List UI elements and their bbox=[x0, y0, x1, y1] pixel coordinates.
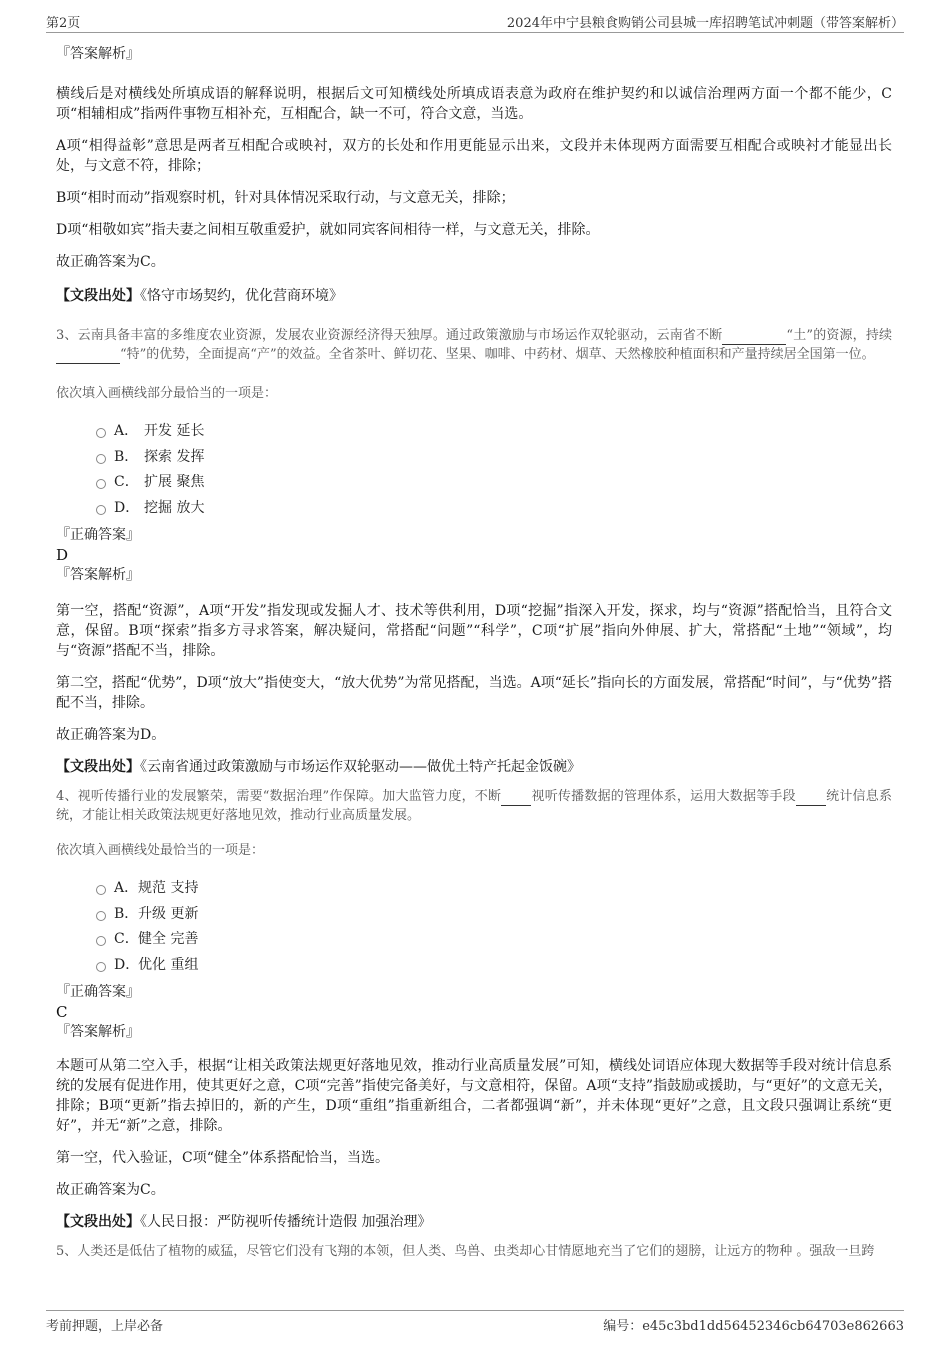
option-a[interactable] bbox=[96, 876, 892, 902]
analysis-label: 『答案解析』 bbox=[56, 567, 140, 583]
conclusion: 故正确答案为C。 bbox=[56, 1182, 165, 1198]
option-text: 扩展 聚焦 bbox=[144, 474, 205, 490]
blank-line bbox=[56, 349, 120, 364]
source-title: 《云南省通过政策激励与市场运作双轮驱动——做优土特产托起金饭碗》 bbox=[140, 759, 581, 775]
option-text: 挖掘 放大 bbox=[144, 499, 205, 516]
page-content bbox=[56, 40, 892, 1261]
source-label: 【文段出处】 bbox=[56, 1214, 140, 1230]
stem-text: 3、云南具备丰富的多维度农业资源，发展农业资源经济得天独厚。通过政策激励与市场运作双轮驱动，云南省不断 bbox=[56, 328, 723, 343]
source-label: 【文段出处】 bbox=[56, 759, 140, 775]
source-line bbox=[56, 1212, 892, 1232]
option-d[interactable] bbox=[96, 496, 892, 522]
option-text: 升级 更新 bbox=[138, 905, 199, 922]
source-label: 【文段出处】 bbox=[56, 288, 140, 304]
document-title: 2024年中宁县粮食购销公司县城一库招聘笔试冲刺题（带答案解析） bbox=[506, 16, 904, 31]
analysis-label: 『答案解析』 bbox=[56, 46, 140, 62]
option-key: A． bbox=[114, 423, 139, 439]
document-id: 编号：e45c3bd1dd56452346cb64703e862663 bbox=[603, 1319, 904, 1334]
option-a[interactable] bbox=[96, 419, 892, 445]
radio-icon[interactable] bbox=[96, 454, 106, 464]
source-title: 《人民日报：严防视听传播统计造假 加强治理》 bbox=[140, 1214, 432, 1230]
options-list bbox=[56, 419, 892, 521]
option-key: C． bbox=[114, 474, 139, 490]
conclusion: 故正确答案为C。 bbox=[56, 254, 165, 270]
option-text: 探索 发挥 bbox=[144, 448, 205, 465]
analysis-paragraph: 第一空，搭配“资源”，A项“开发”指发现或发掘人才、技术等供利用，D项“挖掘”指深入开发，探求，均与“资源”搭配恰当，且符合文意，保留。B项“探索”指多方寻求答案，解决疑问，常搭配“问题”“科学”，C项“扩展”指向外伸展、扩大，常搭配“土地”“领域”，均与“资源”搭配不当，排除。 bbox=[56, 603, 892, 659]
option-text: 优化 重组 bbox=[138, 956, 199, 973]
blank-line bbox=[796, 791, 826, 806]
options-list bbox=[56, 876, 892, 978]
option-b[interactable] bbox=[96, 902, 892, 928]
question-prompt: 依次填入画横线处最恰当的一项是： bbox=[56, 843, 265, 858]
option-text: 健全 完善 bbox=[138, 931, 199, 947]
question-stem: 5、人类还是低估了植物的威猛，尽管它们没有飞翔的本领，但人类、鸟兽、虫类却心甘情愿地充当了它们的翅膀，让远方的物种 。强敌一旦跨 bbox=[56, 1244, 875, 1259]
option-text: 规范 支持 bbox=[138, 880, 199, 896]
source-line bbox=[56, 757, 892, 777]
radio-icon[interactable] bbox=[96, 505, 106, 515]
radio-icon[interactable] bbox=[96, 911, 106, 921]
radio-icon[interactable] bbox=[96, 962, 106, 972]
analysis-paragraph: 第一空，代入验证，C项“健全”体系搭配恰当，当选。 bbox=[56, 1150, 390, 1166]
option-d[interactable] bbox=[96, 953, 892, 979]
stem-text: “特”的优势，全面提高“产”的效益。全省茶叶、鲜切花、坚果、咖啡、中药材、烟草、天然橡胶种植面积和产量持续居全国第一位。 bbox=[120, 347, 875, 362]
question-stem bbox=[56, 326, 892, 364]
question-stem bbox=[56, 787, 892, 825]
correct-answer-label: 『正确答案』 bbox=[56, 527, 140, 543]
option-key: D． bbox=[114, 956, 140, 973]
blank-line bbox=[501, 791, 531, 806]
option-text: 开发 延长 bbox=[144, 423, 205, 439]
option-key: B． bbox=[114, 905, 139, 922]
stem-text: 统计信息系统，才能让相关政策法规更好落地见效，推动行业高质量发展。 bbox=[56, 789, 892, 823]
correct-answer: D bbox=[56, 546, 69, 564]
page-footer bbox=[46, 1310, 904, 1335]
option-key: B． bbox=[114, 448, 139, 465]
page-number: 第2页 bbox=[46, 16, 81, 31]
question-prompt: 依次填入画横线部分最恰当的一项是： bbox=[56, 386, 278, 401]
option-b[interactable] bbox=[96, 445, 892, 471]
radio-icon[interactable] bbox=[96, 885, 106, 895]
correct-answer-label: 『正确答案』 bbox=[56, 984, 140, 1000]
analysis-paragraph: B项“相时而动”指观察时机，针对具体情况采取行动，与文意无关，排除； bbox=[56, 190, 515, 206]
source-title: 《恪守市场契约，优化营商环境》 bbox=[140, 288, 343, 304]
option-key: A． bbox=[114, 880, 139, 896]
radio-icon[interactable] bbox=[96, 428, 106, 438]
source-line bbox=[56, 286, 892, 306]
stem-text: “土”的资源，持续 bbox=[786, 328, 892, 343]
option-key: D． bbox=[114, 499, 140, 516]
analysis-paragraph: 第二空，搭配“优势”，D项“放大”指使变大，“放大优势”为常见搭配，当选。A项“延长”指向长的方面发展，常搭配“时间”，与“优势”搭配不当，排除。 bbox=[56, 675, 892, 711]
stem-text: 视听传播数据的管理体系，运用大数据等手段 bbox=[531, 789, 796, 804]
option-c[interactable] bbox=[96, 927, 892, 953]
radio-icon[interactable] bbox=[96, 936, 106, 946]
footer-slogan: 考前押题，上岸必备 bbox=[46, 1319, 164, 1334]
stem-text: 4、视听传播行业的发展繁荣，需要“数据治理”作保障。加大监管力度，不断 bbox=[56, 789, 502, 804]
analysis-paragraph: 横线后是对横线处所填成语的解释说明，根据后文可知横线处所填成语表意为政府在维护契约和以诚信治理两方面一个都不能少，C项“相辅相成”指两件事物互相补充，互相配合，缺一不可，符合文意，当选。 bbox=[56, 86, 892, 122]
conclusion: 故正确答案为D。 bbox=[56, 727, 166, 743]
blank-line bbox=[722, 330, 786, 345]
analysis-paragraph: 本题可从第二空入手，根据“让相关政策法规更好落地见效，推动行业高质量发展”可知，横线处词语应体现大数据等手段对统计信息系统的发展有促进作用，使其更好之意，C项“完善”指使完备美好，与文意相符，保留。A项“支持”指鼓励或援助，与“更好”的文意无关，排除；B项“更新”指去掉旧的，新的产生，D项“重组”指重新组合，二者都强调“新”，并未体现“更好”之意，且文段只强调让系统“更好”，并无“新”之意，排除。 bbox=[56, 1058, 892, 1134]
option-key: C． bbox=[114, 931, 139, 947]
correct-answer: C bbox=[56, 1003, 68, 1021]
analysis-label: 『答案解析』 bbox=[56, 1024, 140, 1040]
analysis-paragraph: D项“相敬如宾”指夫妻之间相互敬重爱护，就如同宾客间相待一样，与文意无关，排除。 bbox=[56, 222, 600, 238]
analysis-paragraph: A项“相得益彰”意思是两者互相配合或映衬，双方的长处和作用更能显示出来，文段并未体现两方面需要互相配合或映衬才能显出长处，与文意不符，排除； bbox=[56, 138, 892, 174]
radio-icon[interactable] bbox=[96, 479, 106, 489]
page-header bbox=[46, 12, 904, 33]
option-c[interactable] bbox=[96, 470, 892, 496]
